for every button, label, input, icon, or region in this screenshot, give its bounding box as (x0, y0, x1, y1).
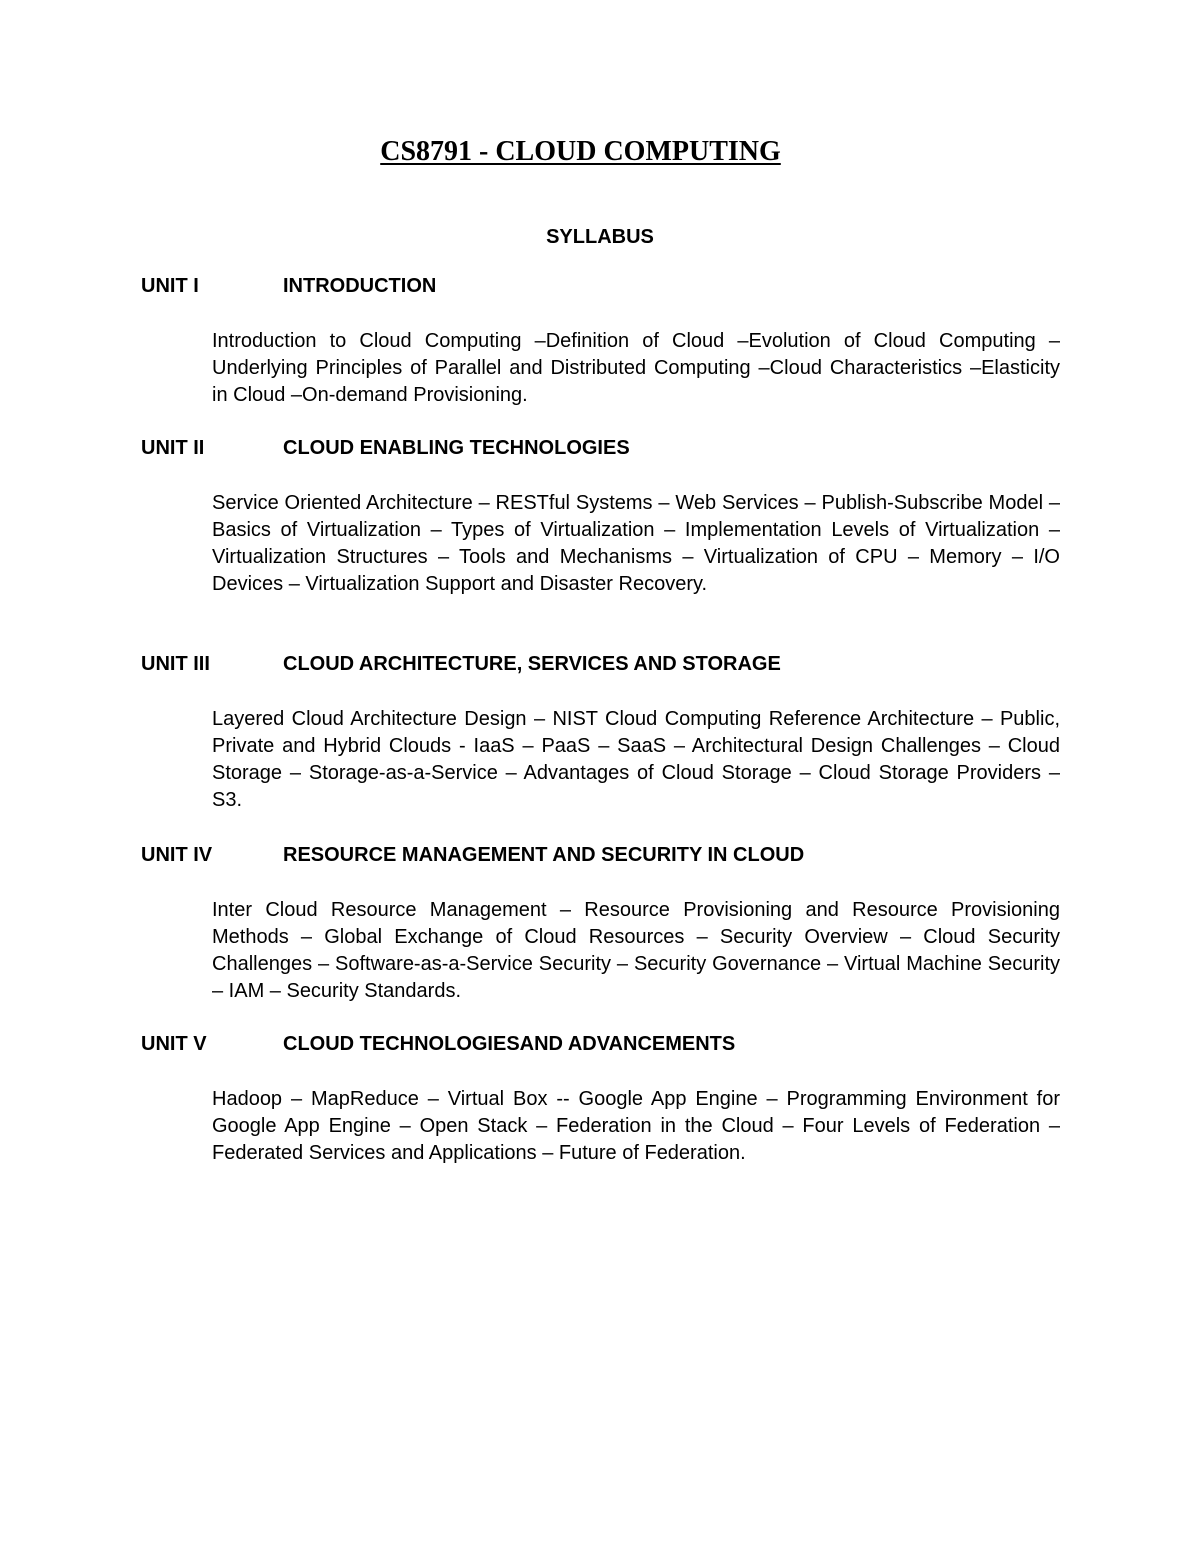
unit-3-heading (141, 649, 781, 679)
unit-2-content: Service Oriented Architecture – RESTful Systems – Web Services – Publish-Subscribe Model – Basics of Virtualization – Types of Virtualization – Implementation Levels of Virtualization – Virtualization Structures – Tools and Mechanisms – Virtualization of CPU – Memory – I/O Devices – Virtualization Support and Disaster Recovery. (212, 492, 1060, 595)
unit-1-heading (141, 271, 436, 301)
unit-1-content: Introduction to Cloud Computing –Definition of Cloud –Evolution of Cloud Computing –Underlying Principles of Parallel and Distributed Computing –Cloud Characteristics –Elasticity in Cloud –On-demand Provisioning. (212, 330, 1060, 406)
unit-4-heading (141, 840, 804, 870)
unit-2-name: CLOUD ENABLING TECHNOLOGIES (283, 437, 630, 459)
unit-3-name: CLOUD ARCHITECTURE, SERVICES AND STORAGE (283, 653, 781, 675)
unit-2-heading (141, 433, 630, 463)
document-title (0, 132, 1161, 172)
document-title-text: CS8791 - CLOUD COMPUTING (380, 136, 781, 167)
unit-4-name: RESOURCE MANAGEMENT AND SECURITY IN CLOUD (283, 844, 805, 866)
unit-3-content: Layered Cloud Architecture Design – NIST Cloud Computing Reference Architecture – Public, Private and Hybrid Clouds - IaaS – PaaS – SaaS – Architectural Design Challenges – Cloud Storage – Storage-as-a-Service – Advantages of Cloud Storage – Cloud Storage Providers – S3. (212, 708, 1060, 811)
unit-4-content: Inter Cloud Resource Management – Resource Provisioning and Resource Provisioning Methods – Global Exchange of Cloud Resources – Security Overview – Cloud Security Challenges – Software-as-a-Service Security – Security Governance – Virtual Machine Security – IAM – Security Standards. (212, 899, 1060, 1002)
unit-4-number: UNIT IV (141, 844, 213, 866)
unit-5-content: Hadoop – MapReduce – Virtual Box -- Google App Engine – Programming Environment for Google App Engine – Open Stack – Federation in the Cloud – Four Levels of Federation – Federated Services and Applications – Future of Federation. (212, 1088, 1060, 1164)
unit-5-heading (141, 1029, 735, 1059)
unit-2-number: UNIT II (141, 437, 205, 459)
document-subtitle: SYLLABUS (546, 226, 654, 248)
unit-1-name: INTRODUCTION (283, 275, 437, 297)
unit-1-number: UNIT I (141, 275, 199, 297)
unit-3-number: UNIT III (141, 653, 210, 675)
unit-5-name: CLOUD TECHNOLOGIESAND ADVANCEMENTS (283, 1033, 736, 1055)
unit-5-number: UNIT V (141, 1033, 207, 1055)
